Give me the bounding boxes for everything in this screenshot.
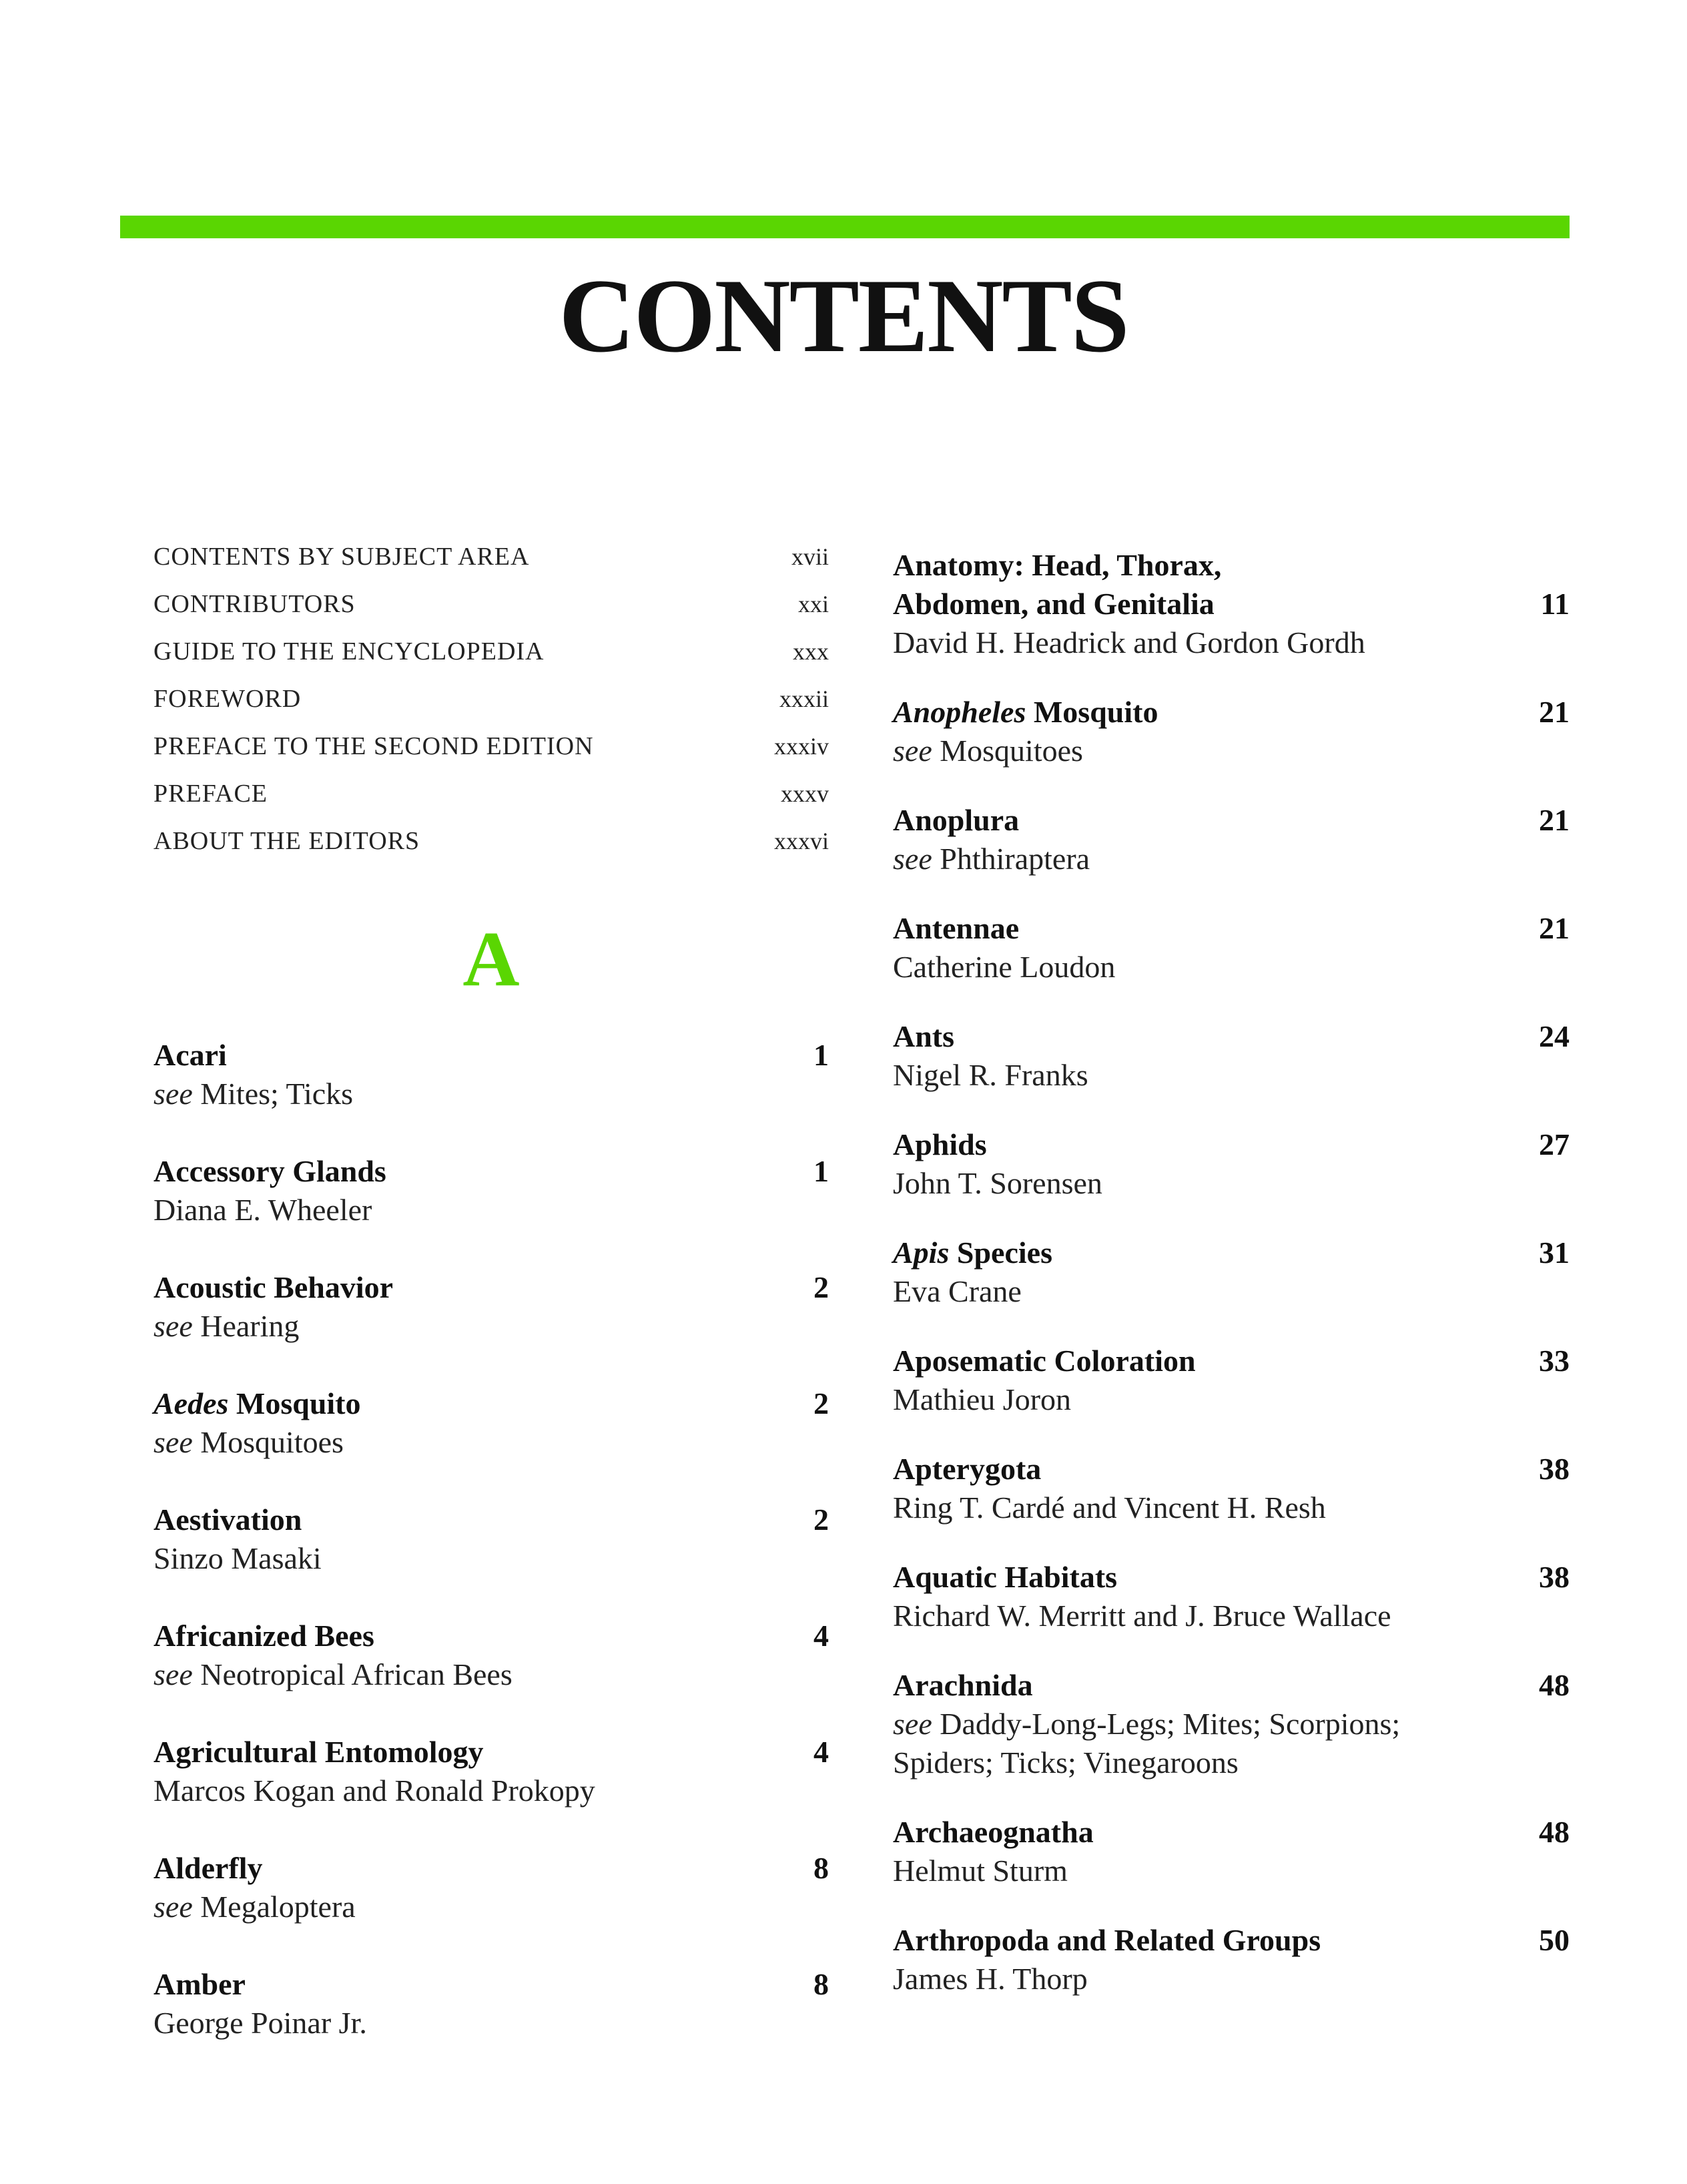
- entry-title: Africanized Bees: [153, 1619, 374, 1653]
- front-matter-item[interactable]: [153, 684, 829, 732]
- front-matter-page: xxxvi: [773, 828, 829, 854]
- entry-subline: George Poinar Jr.: [153, 2006, 367, 2040]
- entry-page: 2: [813, 1503, 829, 1537]
- entry-page: 31: [1539, 1236, 1570, 1270]
- front-matter-page: xxi: [797, 591, 829, 617]
- entry-subline: Catherine Loudon: [893, 950, 1116, 984]
- front-matter-label: PREFACE TO THE SECOND EDITION: [153, 732, 594, 760]
- entry-subline: see Phthiraptera: [893, 842, 1090, 876]
- entry-title-italic: Apis: [893, 1236, 950, 1270]
- entry[interactable]: [893, 1666, 1570, 1782]
- entry-title: Apis Species: [893, 1236, 1052, 1270]
- see-label: see: [153, 1425, 193, 1459]
- entry-page: 48: [1539, 1815, 1570, 1849]
- entry-title: Aquatic Habitats: [893, 1560, 1118, 1594]
- front-matter-page: xxx: [793, 638, 829, 665]
- entry-subline: see Megaloptera: [153, 1890, 356, 1924]
- entry[interactable]: [153, 1268, 829, 1346]
- page-title: CONTENTS: [559, 258, 1128, 374]
- entry[interactable]: [153, 1965, 829, 2042]
- entry-subline: Diana E. Wheeler: [153, 1193, 372, 1227]
- entry-title: Arthropoda and Related Groups: [893, 1923, 1321, 1957]
- front-matter-item[interactable]: [153, 589, 829, 637]
- entry-title: Abdomen, and Genitalia: [893, 587, 1215, 621]
- entry-title: Archaeognatha: [893, 1815, 1094, 1849]
- entry-page: 21: [1539, 911, 1570, 945]
- entry[interactable]: [893, 1125, 1570, 1203]
- entry-title: Acoustic Behavior: [153, 1270, 394, 1304]
- entry-title: Antennae: [893, 911, 1020, 945]
- entry[interactable]: [893, 1234, 1570, 1311]
- entry-page: 21: [1539, 695, 1570, 729]
- entry-page: 24: [1539, 1019, 1570, 1053]
- entry[interactable]: [893, 1342, 1570, 1419]
- entry-title-line1: Anatomy: Head, Thorax,: [893, 548, 1222, 582]
- entry-page: 48: [1539, 1668, 1570, 1702]
- entry-subline-2: Spiders; Ticks; Vinegaroons: [893, 1745, 1239, 1780]
- front-matter-page: xxxiv: [773, 733, 829, 760]
- see-label: see: [153, 1309, 193, 1343]
- entry[interactable]: [893, 693, 1570, 770]
- section-letter: A: [462, 915, 520, 1003]
- entry-page: 1: [813, 1154, 829, 1188]
- see-label: see: [153, 1077, 193, 1111]
- entry-page: 8: [813, 1851, 829, 1885]
- entry-page: 38: [1539, 1452, 1570, 1486]
- entry-subline: Helmut Sturm: [893, 1854, 1068, 1888]
- entry-page: 11: [1540, 587, 1570, 621]
- left-entry-list: [153, 1036, 829, 2081]
- entry[interactable]: [153, 1036, 829, 1113]
- entry-subline: see Mosquitoes: [893, 734, 1083, 768]
- see-label: see: [153, 1657, 193, 1691]
- entry[interactable]: [893, 1017, 1570, 1095]
- entry-page: 2: [813, 1270, 829, 1304]
- entry[interactable]: [153, 1849, 829, 1926]
- entry-page: 1: [813, 1038, 829, 1072]
- see-label: see: [893, 1707, 932, 1741]
- entry[interactable]: [893, 1450, 1570, 1527]
- entry-title: Aestivation: [153, 1503, 302, 1537]
- entry-title: Agricultural Entomology: [153, 1735, 484, 1769]
- entry-title: Amber: [153, 1967, 246, 2001]
- entry-page: 38: [1539, 1560, 1570, 1594]
- entry[interactable]: [153, 1500, 829, 1578]
- entry[interactable]: [893, 1921, 1570, 1998]
- entry-title-italic: Anopheles: [893, 695, 1026, 729]
- right-entry-list: [893, 546, 1570, 2029]
- entry[interactable]: [893, 909, 1570, 987]
- entry-subline: Nigel R. Franks: [893, 1058, 1088, 1092]
- entry-title: Anoplura: [893, 803, 1020, 837]
- front-matter-list: [153, 542, 829, 874]
- entry-subline: Mathieu Joron: [893, 1382, 1072, 1416]
- front-matter-label: CONTENTS BY SUBJECT AREA: [153, 543, 530, 571]
- entry[interactable]: [893, 1813, 1570, 1890]
- entry-page: 50: [1539, 1923, 1570, 1957]
- entry-title: Aphids: [893, 1127, 987, 1161]
- entry-page: 4: [813, 1619, 829, 1653]
- entry-title: Anopheles Mosquito: [893, 695, 1158, 729]
- see-label: see: [153, 1890, 193, 1924]
- entry-page: 2: [813, 1386, 829, 1420]
- entry[interactable]: [153, 1733, 829, 1810]
- entry-title: Accessory Glands: [153, 1154, 386, 1188]
- front-matter-label: GUIDE TO THE ENCYCLOPEDIA: [153, 637, 545, 665]
- front-matter-label: CONTRIBUTORS: [153, 590, 356, 618]
- entry[interactable]: [153, 1384, 829, 1462]
- entry-subline: Marcos Kogan and Ronald Prokopy: [153, 1773, 595, 1808]
- entry-title: Acari: [153, 1038, 227, 1072]
- entry-subline: James H. Thorp: [893, 1962, 1088, 1996]
- entry-subline: see Neotropical African Bees: [153, 1657, 513, 1691]
- entry-subline: John T. Sorensen: [893, 1166, 1102, 1200]
- see-label: see: [893, 842, 932, 876]
- see-label: see: [893, 734, 932, 768]
- entry[interactable]: [153, 1617, 829, 1694]
- front-matter-item[interactable]: [153, 637, 829, 684]
- entry-page: 21: [1539, 803, 1570, 837]
- front-matter-label: PREFACE: [153, 780, 268, 808]
- front-matter-item[interactable]: [153, 779, 829, 826]
- entry-subline: Eva Crane: [893, 1274, 1022, 1308]
- entry-page: 33: [1539, 1344, 1570, 1378]
- entry-title: Arachnida: [893, 1668, 1033, 1702]
- front-matter-item[interactable]: [153, 732, 829, 779]
- entry[interactable]: [153, 1152, 829, 1230]
- entry-subline: see Hearing: [153, 1309, 300, 1343]
- entry[interactable]: [893, 1558, 1570, 1635]
- front-matter-page: xxxii: [779, 686, 829, 712]
- entry-page: 8: [813, 1967, 829, 2001]
- front-matter-page: xxxv: [781, 780, 829, 807]
- entry-title: Apterygota: [893, 1452, 1042, 1486]
- entry-subline: David H. Headrick and Gordon Gordh: [893, 625, 1365, 659]
- entry-title: Alderfly: [153, 1851, 263, 1885]
- entry-subline: Sinzo Masaki: [153, 1541, 322, 1575]
- accent-rule: [120, 216, 1570, 238]
- front-matter-item[interactable]: [153, 542, 829, 589]
- entry-subline: see Mites; Ticks: [153, 1077, 354, 1111]
- entry[interactable]: [893, 801, 1570, 878]
- front-matter-label: FOREWORD: [153, 685, 302, 713]
- front-matter-page: xvii: [791, 543, 829, 570]
- entry-title: Aedes Mosquito: [153, 1386, 361, 1420]
- entry-title: Aposematic Coloration: [893, 1344, 1196, 1378]
- front-matter-item[interactable]: [153, 826, 829, 874]
- entry-title-italic: Aedes: [153, 1386, 229, 1420]
- entry-subline: see Mosquitoes: [153, 1425, 344, 1459]
- entry-subline: Richard W. Merritt and J. Bruce Wallace: [893, 1599, 1391, 1633]
- entry-title: Ants: [893, 1019, 955, 1053]
- entry-page: 27: [1539, 1127, 1570, 1161]
- entry-subline: see Daddy-Long-Legs; Mites; Scorpions;: [893, 1707, 1401, 1741]
- entry[interactable]: [893, 546, 1570, 662]
- entry-page: 4: [813, 1735, 829, 1769]
- front-matter-label: ABOUT THE EDITORS: [153, 827, 420, 855]
- entry-subline: Ring T. Cardé and Vincent H. Resh: [893, 1490, 1326, 1525]
